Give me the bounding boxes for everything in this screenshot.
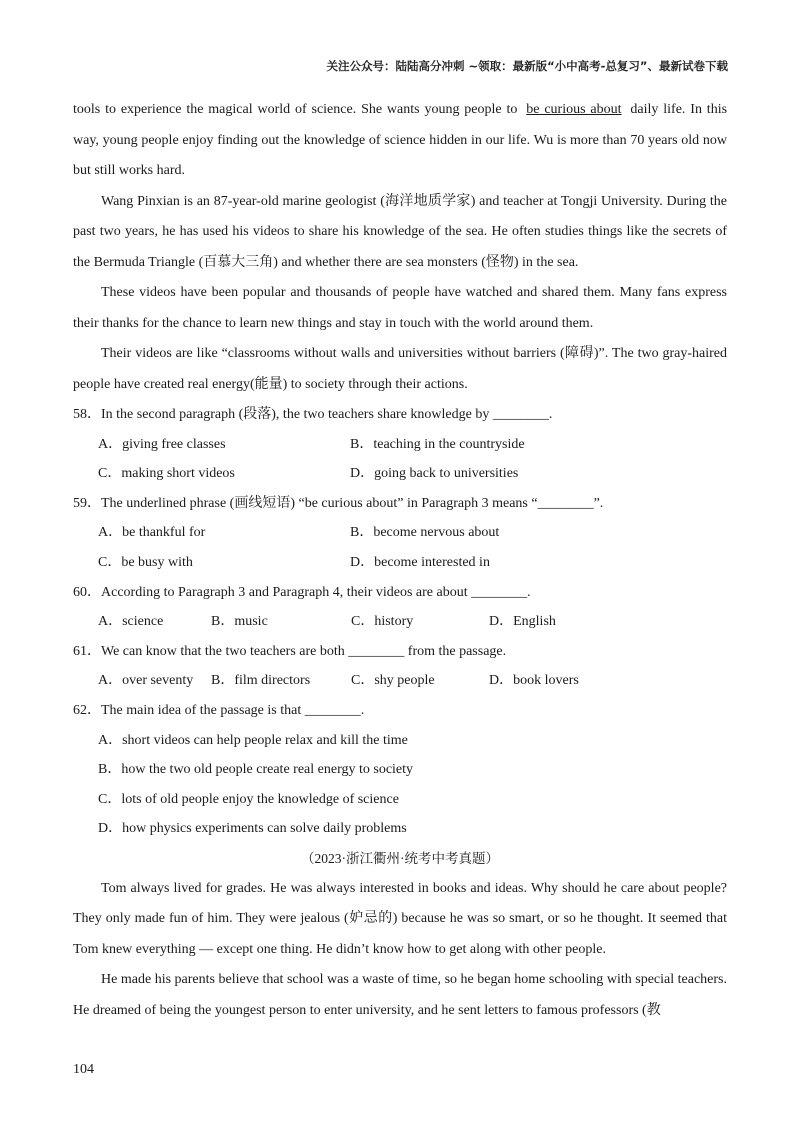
question-59-option-a: A．be thankful for bbox=[98, 525, 206, 541]
paragraph-1-text-before: tools to experience the magical world of science. She wants young people to bbox=[73, 102, 518, 117]
question-59-option-d: D．become interested in bbox=[350, 554, 490, 570]
question-60-option-d: D．English bbox=[489, 614, 556, 630]
question-58-stem: 58．In the second paragraph (段落), the two teachers share knowledge by ________. bbox=[73, 407, 553, 422]
question-59-stem: 59．The underlined phrase (画线短语) “be curious about” in Paragraph 3 means “________”. bbox=[73, 495, 604, 511]
paragraph-1-text-after: daily life. In this way, young people enjoy finding out the knowledge of science hidden in our life. Wu is more than 70 years old now but still works hard. bbox=[73, 102, 728, 178]
paragraph-5: Tom always lived for grades. He was always interested in books and ideas. Why should he care about people? They only made fun of him. They were jealous (妒忌的) because he was so smart, or so he thought. It seemed that Tom knew everything — except one thing. He didn’t know how to get along with other people. bbox=[73, 880, 727, 957]
question-60-options bbox=[73, 607, 727, 637]
question-58-option-a: A．giving free classes bbox=[98, 436, 226, 452]
question-62-option-a: A．short videos can help people relax and kill the time bbox=[98, 732, 408, 748]
question-58-options-row-1 bbox=[73, 430, 727, 460]
question-62-option-b-row bbox=[73, 755, 727, 785]
underlined-phrase: be curious about bbox=[526, 102, 622, 117]
question-60-option-b: B．music bbox=[211, 614, 268, 630]
question-58-options-row-2 bbox=[73, 459, 727, 489]
question-58-option-b: B．teaching in the countryside bbox=[350, 436, 525, 452]
question-61-option-a: A．over seventy bbox=[98, 673, 194, 689]
paragraph-2: Wang Pinxian is an 87-year-old marine geologist (海洋地质学家) and teacher at Tongji University. During the past two years, he has used his videos to share his knowledge of the sea. He often studies things like the secrets of the Bermuda Triangle (百慕大三角) and whether there are sea monsters (怪物) in the sea. bbox=[73, 193, 727, 270]
paragraph-6: He made his parents believe that school was a waste of time, so he began home schooling with special teachers. He dreamed of being the youngest person to enter university, and he sent letters to famous professors (教 bbox=[73, 972, 727, 1018]
question-59-option-b: B．become nervous about bbox=[350, 525, 500, 541]
question-62-option-b: B．how the two old people create real energy to society bbox=[98, 762, 414, 778]
question-61-stem: 61．We can know that the two teachers are both ________ from the passage. bbox=[73, 643, 507, 659]
question-61-options bbox=[73, 666, 727, 696]
question-59-options-row-1 bbox=[73, 518, 727, 548]
paragraph-4: Their videos are like “classrooms without walls and universities without barriers (障碍)”. The two gray-haired people have created real energy(能量) to society through their actions. bbox=[73, 346, 727, 392]
question-62-option-c: C．lots of old people enjoy the knowledge of science bbox=[98, 791, 399, 807]
question-62-option-c-row bbox=[73, 785, 727, 815]
question-61-option-b: B．film directors bbox=[211, 673, 311, 689]
document-body bbox=[73, 95, 727, 1026]
question-61-option-d: D．book lovers bbox=[489, 673, 579, 689]
question-59-options-row-2 bbox=[73, 548, 727, 578]
question-58-option-d: D．going back to universities bbox=[350, 466, 519, 482]
paragraph-3: These videos have been popular and thousands of people have watched and shared them. Many fans express their thanks for the chance to learn new things and stay in touch with the world around them. bbox=[73, 285, 727, 331]
question-60-option-c: C．history bbox=[351, 614, 414, 630]
question-61-option-c: C．shy people bbox=[351, 673, 435, 689]
paragraph-1 bbox=[73, 95, 727, 187]
page-header: 关注公众号：陆陆高分冲刺 ~领取：最新版“小中高考-总复习”、最新试卷下载 bbox=[326, 59, 728, 73]
question-62-stem: 62．The main idea of the passage is that ________. bbox=[73, 702, 365, 718]
question-62-option-a-row bbox=[73, 726, 727, 756]
question-59-option-c: C．be busy with bbox=[98, 554, 193, 570]
source-citation: （2023·浙江衢州·统考中考真题） bbox=[301, 850, 499, 866]
question-60-stem: 60．According to Paragraph 3 and Paragraph 4, their videos are about ________. bbox=[73, 584, 531, 600]
question-62-option-d-row bbox=[73, 814, 727, 844]
question-58-option-c: C．making short videos bbox=[98, 466, 235, 482]
page-number: 104 bbox=[73, 1062, 94, 1077]
question-60-option-a: A．science bbox=[98, 614, 164, 630]
question-62-option-d: D．how physics experiments can solve daily problems bbox=[98, 821, 407, 837]
